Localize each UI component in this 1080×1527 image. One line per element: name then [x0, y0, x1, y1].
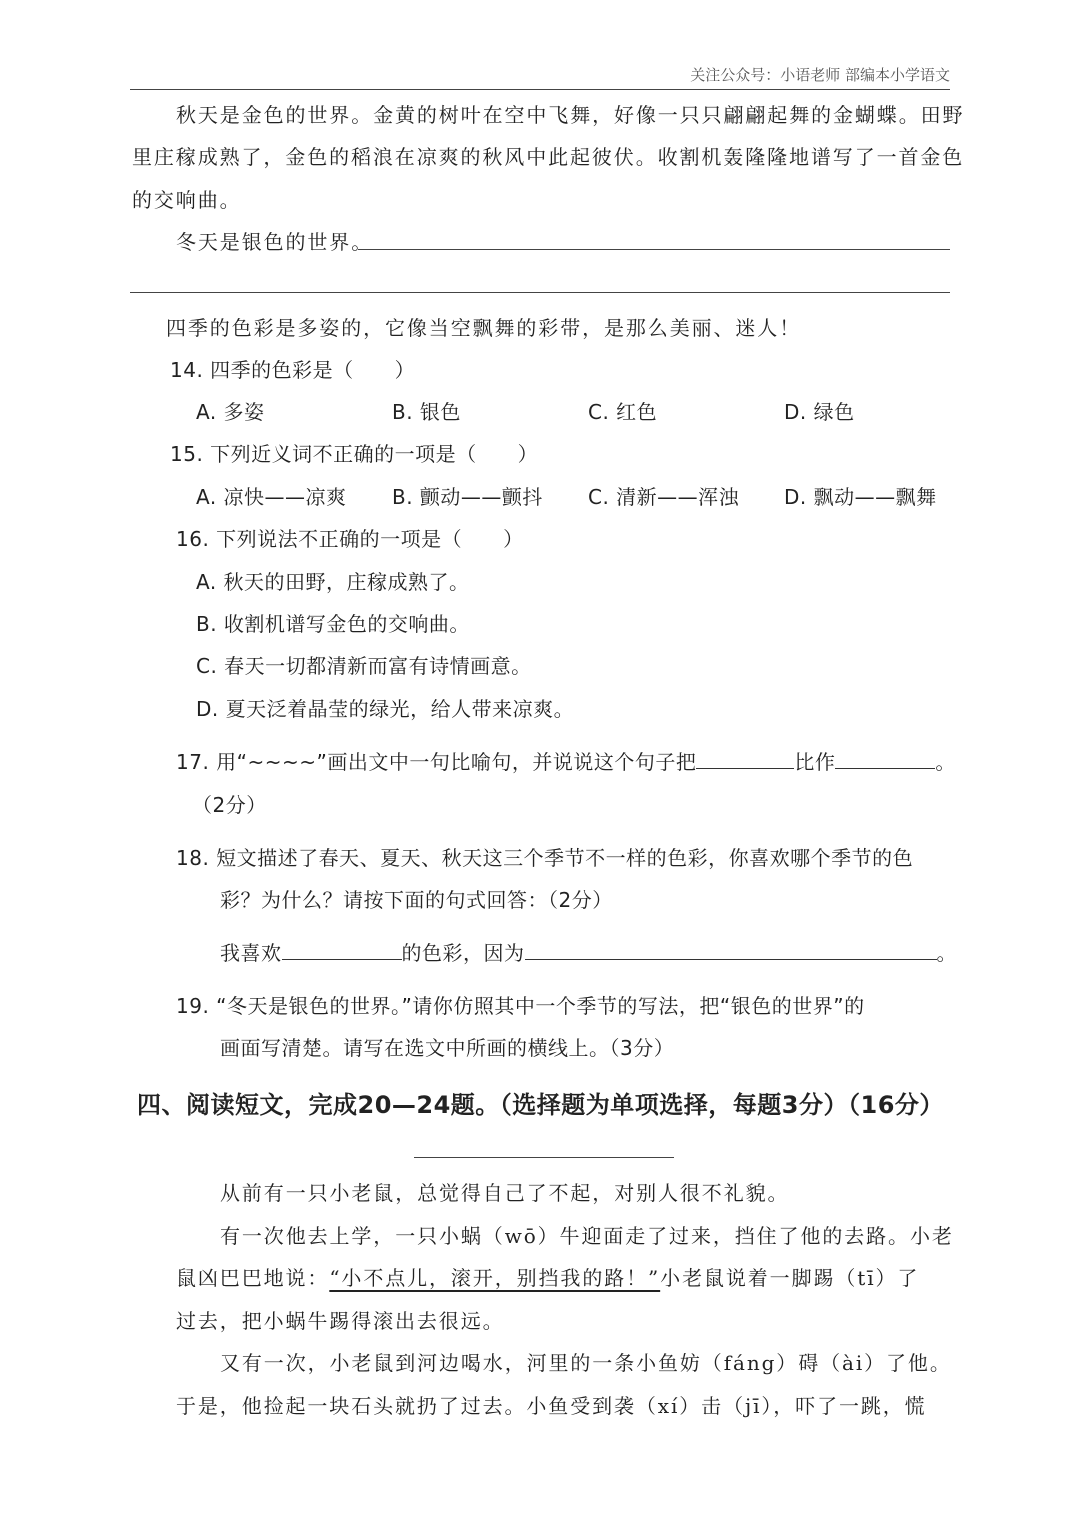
conclusion-sentence: 四季的色彩是多姿的，它像当空飘舞的彩带，是那么美丽、迷人！	[166, 316, 802, 340]
title-blank-line[interactable]	[414, 1157, 674, 1158]
q16-option-a[interactable]: A. 秋天的田野，庄稼成熟了。	[196, 570, 470, 594]
q14-option-d[interactable]: D. 绿色	[784, 400, 855, 424]
q16-stem: 16. 下列说法不正确的一项是（ ）	[176, 527, 524, 551]
q18-blank-season[interactable]	[282, 939, 402, 960]
p2-line2-c: 小老鼠说着一脚踢（tī）了	[660, 1266, 920, 1290]
q14-option-a[interactable]: A. 多姿	[196, 400, 265, 424]
p2-para-3-line-2: 于是，他捡起一块石头就扔了过去。小鱼受到袭（xí）击（jī），吓了一跳，慌	[176, 1394, 927, 1418]
q15-stem: 15. 下列近义词不正确的一项是（ ）	[170, 442, 539, 466]
q18-answer-c: 。	[936, 941, 957, 965]
q17-blank-1[interactable]	[696, 748, 794, 769]
q14-option-c[interactable]: C. 红色	[588, 400, 658, 424]
p2-line2-a: 鼠凶巴巴地说：	[176, 1266, 330, 1290]
autumn-line-2: 里庄稼成熟了，金色的稻浪在凉爽的秋风中此起彼伏。收割机轰隆隆地谱写了一首金色	[132, 145, 965, 169]
q17-blank-2[interactable]	[835, 748, 935, 769]
autumn-line-3: 的交响曲。	[132, 188, 242, 212]
winter-answer-line-2[interactable]	[130, 292, 950, 293]
q15-option-c[interactable]: C. 清新——浑浊	[588, 485, 740, 509]
q16-option-c[interactable]: C. 春天一切都清新而富有诗情画意。	[196, 654, 532, 678]
q17-line	[176, 746, 956, 775]
q15-option-b[interactable]: B. 颤动——颤抖	[392, 485, 543, 509]
winter-sentence: 冬天是银色的世界。	[176, 230, 374, 254]
q18-answer-line	[220, 937, 957, 966]
q17-text-3: 。	[935, 750, 956, 774]
p2-para-2-line-1: 有一次他去上学，一只小蜗（wō）牛迎面走了过来，挡住了他的去路。小老	[220, 1224, 954, 1248]
section-4-heading: 四、阅读短文，完成20—24题。（选择题为单项选择，每题3分）（16分）	[137, 1091, 944, 1119]
q18-answer-b: 的色彩，因为	[401, 941, 525, 965]
p2-para-2-line-2	[176, 1262, 919, 1291]
q19-line-1: 19. “冬天是银色的世界。”请你仿照其中一个季节的写法，把“银色的世界”的	[176, 994, 865, 1018]
q14-option-b[interactable]: B. 银色	[392, 400, 461, 424]
p2-para-3-line-1: 又有一次，小老鼠到河边喝水，河里的一条小鱼妨（fáng）碍（ài）了他。	[220, 1351, 952, 1375]
q14-stem: 14. 四季的色彩是（ ）	[170, 358, 416, 382]
q15-option-a[interactable]: A. 凉快——凉爽	[196, 485, 347, 509]
q16-option-d[interactable]: D. 夏天泛着晶莹的绿光，给人带来凉爽。	[196, 697, 575, 721]
autumn-line-1: 秋天是金色的世界。金黄的树叶在空中飞舞，好像一只只翩翩起舞的金蝴蝶。田野	[176, 103, 965, 127]
p2-para-1: 从前有一只小老鼠，总觉得自己了不起，对别人很不礼貌。	[220, 1181, 790, 1205]
q19-line-2: 画面写清楚。请写在选文中所画的横线上。（3分）	[220, 1036, 675, 1060]
q17-score: （2分）	[192, 793, 267, 817]
q18-answer-a: 我喜欢	[220, 941, 282, 965]
page-header: 关注公众号：小语老师 部编本小学语文	[690, 66, 950, 84]
p2-underlined-quote: “小不点儿，滚开，别挡我的路！”	[329, 1266, 661, 1290]
q17-text-2: 比作	[794, 750, 836, 774]
winter-answer-line-1[interactable]	[358, 249, 950, 250]
q15-option-d[interactable]: D. 飘动——飘舞	[784, 485, 937, 509]
q18-line-1: 18. 短文描述了春天、夏天、秋天这三个季节不一样的色彩，你喜欢哪个季节的色	[176, 846, 914, 870]
q18-blank-reason[interactable]	[525, 939, 937, 960]
q16-option-b[interactable]: B. 收割机谱写金色的交响曲。	[196, 612, 470, 636]
q17-text-1: 17. 用“~~~~”画出文中一句比喻句，并说说这个句子把	[176, 750, 697, 774]
p2-para-2-line-3: 过去，把小蜗牛踢得滚出去很远。	[176, 1309, 505, 1333]
q18-line-2: 彩？为什么？请按下面的句式回答：（2分）	[220, 888, 613, 912]
header-rule	[130, 89, 950, 90]
